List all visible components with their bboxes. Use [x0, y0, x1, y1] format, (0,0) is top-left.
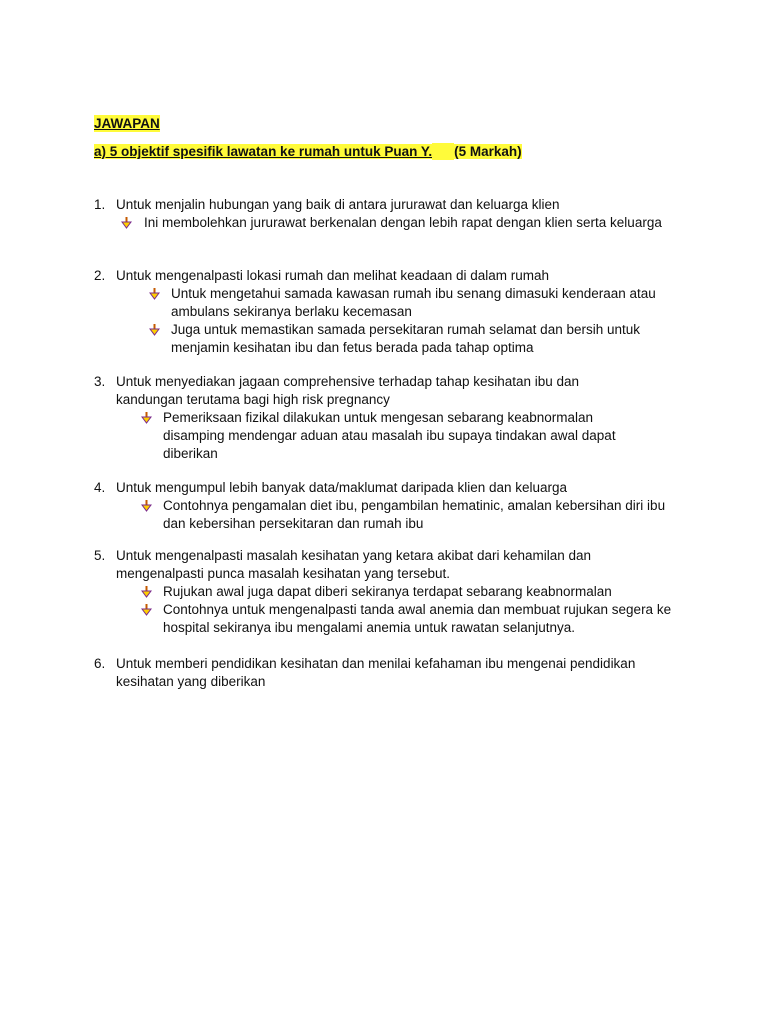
item-number: 3. [94, 374, 106, 389]
arrow-bullet-icon [141, 500, 152, 512]
arrow-bullet-icon [141, 586, 152, 598]
sub-item-text: Contohnya pengamalan diet ibu, pengambilan hematinic, amalan kebersihan diri ibu dan kebersihan persekitaran dan rumah ibu [163, 498, 666, 531]
sub-item-text: Ini membolehkan jururawat berkenalan dengan lebih rapat dengan klien serta keluarga [144, 215, 662, 230]
sub-item-text: Rujukan awal juga dapat diberi sekiranya terdapat sebarang keabnormalan [163, 584, 612, 599]
arrow-bullet-icon [121, 217, 132, 229]
arrow-bullet-icon [141, 604, 152, 616]
item-number: 4. [94, 480, 106, 495]
list-item-5 [94, 547, 684, 637]
answer-heading: JAWAPAN [94, 116, 160, 131]
sub-item [141, 497, 683, 533]
item-text: Untuk mengumpul lebih banyak data/maklumat daripada klien dan keluarga [116, 480, 568, 495]
item-text: Untuk menyediakan jagaan comprehensive terhadap tahap kesihatan ibu dan kandungan terutama bagi high risk pregnancy [116, 374, 580, 407]
item-text: Untuk mengenalpasti masalah kesihatan yang ketara akibat dari kehamilan dan mengenalpasti punca masalah kesihatan yang tersebut. [116, 548, 592, 581]
item-text: Untuk mengenalpasti lokasi rumah dan melihat keadaan di dalam rumah [116, 268, 549, 283]
sub-item [149, 285, 671, 321]
item-text: Untuk memberi pendidikan kesihatan dan menilai kefahaman ibu mengenai pendidikan kesihatan yang diberikan [116, 656, 636, 689]
sub-item [141, 583, 683, 601]
question-text: a) 5 objektif spesifik lawatan ke rumah untuk Puan Y. [94, 144, 433, 159]
list-item-2 [94, 267, 684, 357]
item-text: Untuk menjalin hubungan yang baik di antara jururawat dan keluarga klien [116, 197, 560, 212]
sub-item-text: Contohnya untuk mengenalpasti tanda awal anemia dan membuat rujukan segera ke hospital sekiranya ibu mengalami anemia untuk rawatan selanjutnya. [163, 602, 672, 635]
sub-item-text: Juga untuk memastikan samada persekitaran rumah selamat dan bersih untuk menjamin kesihatan ibu dan fetus berada pada tahap optima [171, 322, 640, 355]
list-item-6 [94, 655, 684, 691]
arrow-bullet-icon [149, 324, 160, 336]
list-item-4 [94, 479, 684, 533]
item-number: 1. [94, 197, 106, 212]
question-marks: (5 Markah) [454, 144, 522, 159]
sub-item [141, 409, 643, 463]
sub-item [141, 601, 683, 637]
list-item-3 [94, 373, 684, 463]
list-item-1 [94, 196, 684, 232]
item-number: 5. [94, 548, 106, 563]
arrow-bullet-icon [141, 412, 152, 424]
item-number: 2. [94, 268, 106, 283]
item-number: 6. [94, 656, 106, 671]
sub-item-text: Pemeriksaan fizikal dilakukan untuk mengesan sebarang keabnormalan disamping mendengar aduan atau masalah ibu supaya tindakan awal dapat diberikan [163, 410, 616, 461]
sub-item [149, 321, 671, 357]
sub-item-text: Untuk mengetahui samada kawasan rumah ibu senang dimasuki kenderaan atau ambulans sekiranya berlaku kecemasan [171, 286, 656, 319]
sub-item [121, 214, 664, 232]
arrow-bullet-icon [149, 288, 160, 300]
question-gap [432, 143, 454, 160]
question-line [94, 143, 522, 160]
